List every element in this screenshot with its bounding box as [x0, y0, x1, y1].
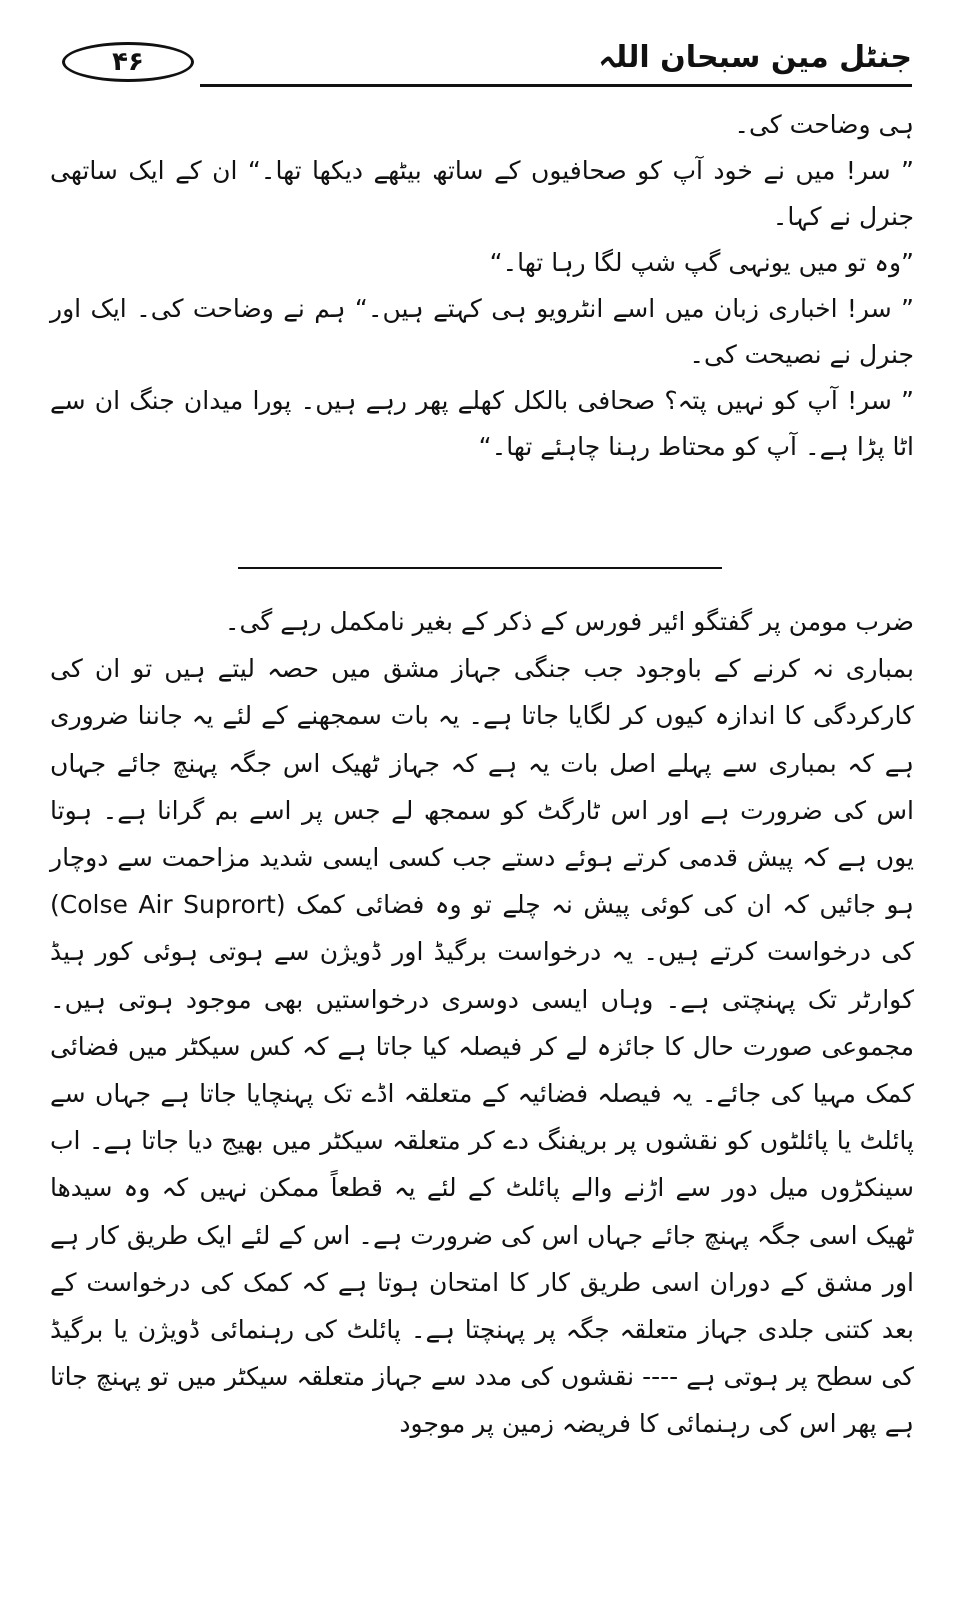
header-rule	[200, 84, 912, 87]
page-number: ۴۶	[112, 47, 144, 77]
paragraph: ” سر! میں نے خود آپ کو صحافیوں کے ساتھ بیٹھے دیکھا تھا۔“ ان کے ایک ساتھی جنرل نے کہا۔	[50, 156, 914, 231]
paragraph: ” سر! اخباری زبان میں اسے انٹرویو ہی کہتے ہیں۔“ ہم نے وضاحت کی۔ ایک اور جنرل نے نصیحت کی۔	[50, 294, 914, 369]
paragraph: ضرب مومن پر گفتگو ائیر فورس کے ذکر کے بغیر نامکمل رہے گی۔	[224, 607, 914, 636]
air-force-section	[50, 598, 914, 1448]
paragraph: ہی وضاحت کی۔	[734, 110, 914, 139]
paragraph	[50, 645, 914, 1447]
dialogue-section	[50, 102, 914, 470]
english-term: (Colse Air Suprort)	[50, 890, 286, 920]
page-header	[60, 34, 912, 90]
paragraph: ” سر! آپ کو نہیں پتہ؟ صحافی بالکل کھلے پھر رہے ہیں۔ پورا میدان جنگ ان سے اٹا پڑا ہے۔ آپ کو محتاط رہنا چاہئے تھا۔“	[50, 386, 914, 461]
paragraph: ”وہ تو میں یونہی گپ شپ لگا رہا تھا۔“	[489, 248, 914, 277]
section-divider	[238, 567, 722, 569]
paragraph-text: بمباری نہ کرنے کے باوجود جب جنگی جہاز مشق میں حصہ لیتے ہیں تو ان کی کارکردگی کا اندازہ کیوں کر لگایا جاتا ہے۔ یہ بات سمجھنے کے لئے یہ جاننا ضروری ہے کہ بمباری سے پہلے اصل بات یہ ہے کہ جہاز ٹھیک اس جگہ پہنچ جائے جہاں اس کی ضرورت ہے اور اس ٹارگٹ کو سمجھ لے جس پر اسے بم گرانا ہے۔ ہوتا یوں ہے کہ پیش قدمی کرتے ہوئے دستے جب کسی ایسی شدید مزاحمت سے دوچار ہو جائیں کہ ان کی کوئی پیش نہ چلے تو وہ فضائی کمک	[50, 654, 914, 920]
running-title: جنٹل مین سبحان اللہ	[598, 40, 912, 75]
paragraph-text: کی درخواست کرتے ہیں۔ یہ درخواست برگیڈ اور ڈویژن سے ہوتی ہوئی کور ہیڈ کوارٹر تک پہنچتی ہے۔ وہاں ایسی دوسری درخواستیں بھی موجود ہوتی ہیں۔ مجموعی صورت حال کا جائزہ لے کر فیصلہ کیا جاتا ہے کہ کس سیکٹر میں فضائی کمک مہیا کی جائے۔ یہ فیصلہ فضائیہ کے متعلقہ اڈے تک پہنچایا جاتا ہے جہاں سے پائلٹ یا پائلٹوں کو نقشوں پر بریفنگ دے کر متعلقہ سیکٹر میں بھیج دیا جاتا ہے۔ اب سینکڑوں میل دور سے اڑنے والے پائلٹ کے لئے یہ قطعاً ممکن نہیں کہ وہ سیدھا ٹھیک اسی جگہ پہنچ جائے جہاں اس کی ضرورت ہے۔ اس کے لئے ایک طریق کار ہے اور مشق کے دوران اسی طریق کار کا امتحان ہوتا ہے کہ کمک کی درخواست کے بعد کتنی جلدی جہاز متعلقہ جگہ پر پہنچتا ہے۔ پائلٹ کی رہنمائی ڈویژن یا برگیڈ کی سطح پر ہوتی ہے ---- نقشوں کی مدد سے جہاز متعلقہ سیکٹر میں تو پہنچ جاتا ہے پھر اس کی رہنمائی کا فریضہ زمین پر موجود	[50, 937, 914, 1439]
page-number-badge	[62, 42, 194, 82]
